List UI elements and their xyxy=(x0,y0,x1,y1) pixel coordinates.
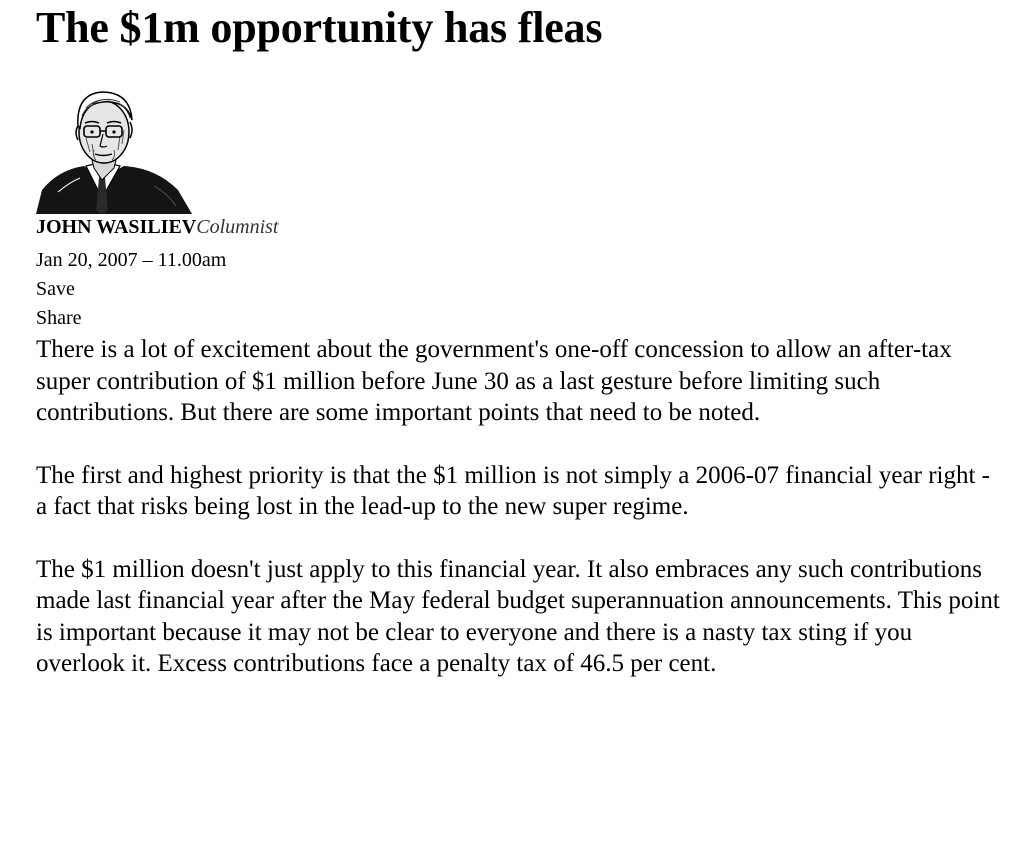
save-button[interactable]: Save xyxy=(36,278,75,300)
article-dateline: Jan 20, 2007 – 11.00am xyxy=(36,249,227,271)
article-body xyxy=(36,334,1006,711)
article-paragraph: There is a lot of excitement about the government's one-off concession to allow an after-tax super contribution of $1 million before June 30 as a last gesture before limiting such contributions. But there are some important points that need to be noted. xyxy=(36,336,952,426)
share-button[interactable]: Share xyxy=(36,307,82,329)
author-name[interactable]: JOHN WASILIEV xyxy=(36,216,197,238)
author-role: Columnist xyxy=(196,216,279,238)
author-photo xyxy=(36,86,192,214)
article-paragraph: The first and highest priority is that the $1 million is not simply a 2006-07 financial year right - a fact that risks being lost in the lead-up to the new super regime. xyxy=(36,461,990,520)
author-portrait-icon xyxy=(36,86,192,214)
byline xyxy=(36,213,278,241)
article-headline: The $1m opportunity has fleas xyxy=(36,3,603,52)
article-paragraph: The $1 million doesn't just apply to this financial year. It also embraces any such contributions made last financial year after the May federal budget superannuation announcements. This point is important because it may not be clear to everyone and there is a nasty tax sting if you overlook it. Excess contributions face a penalty tax of 46.5 per cent. xyxy=(36,555,1000,677)
